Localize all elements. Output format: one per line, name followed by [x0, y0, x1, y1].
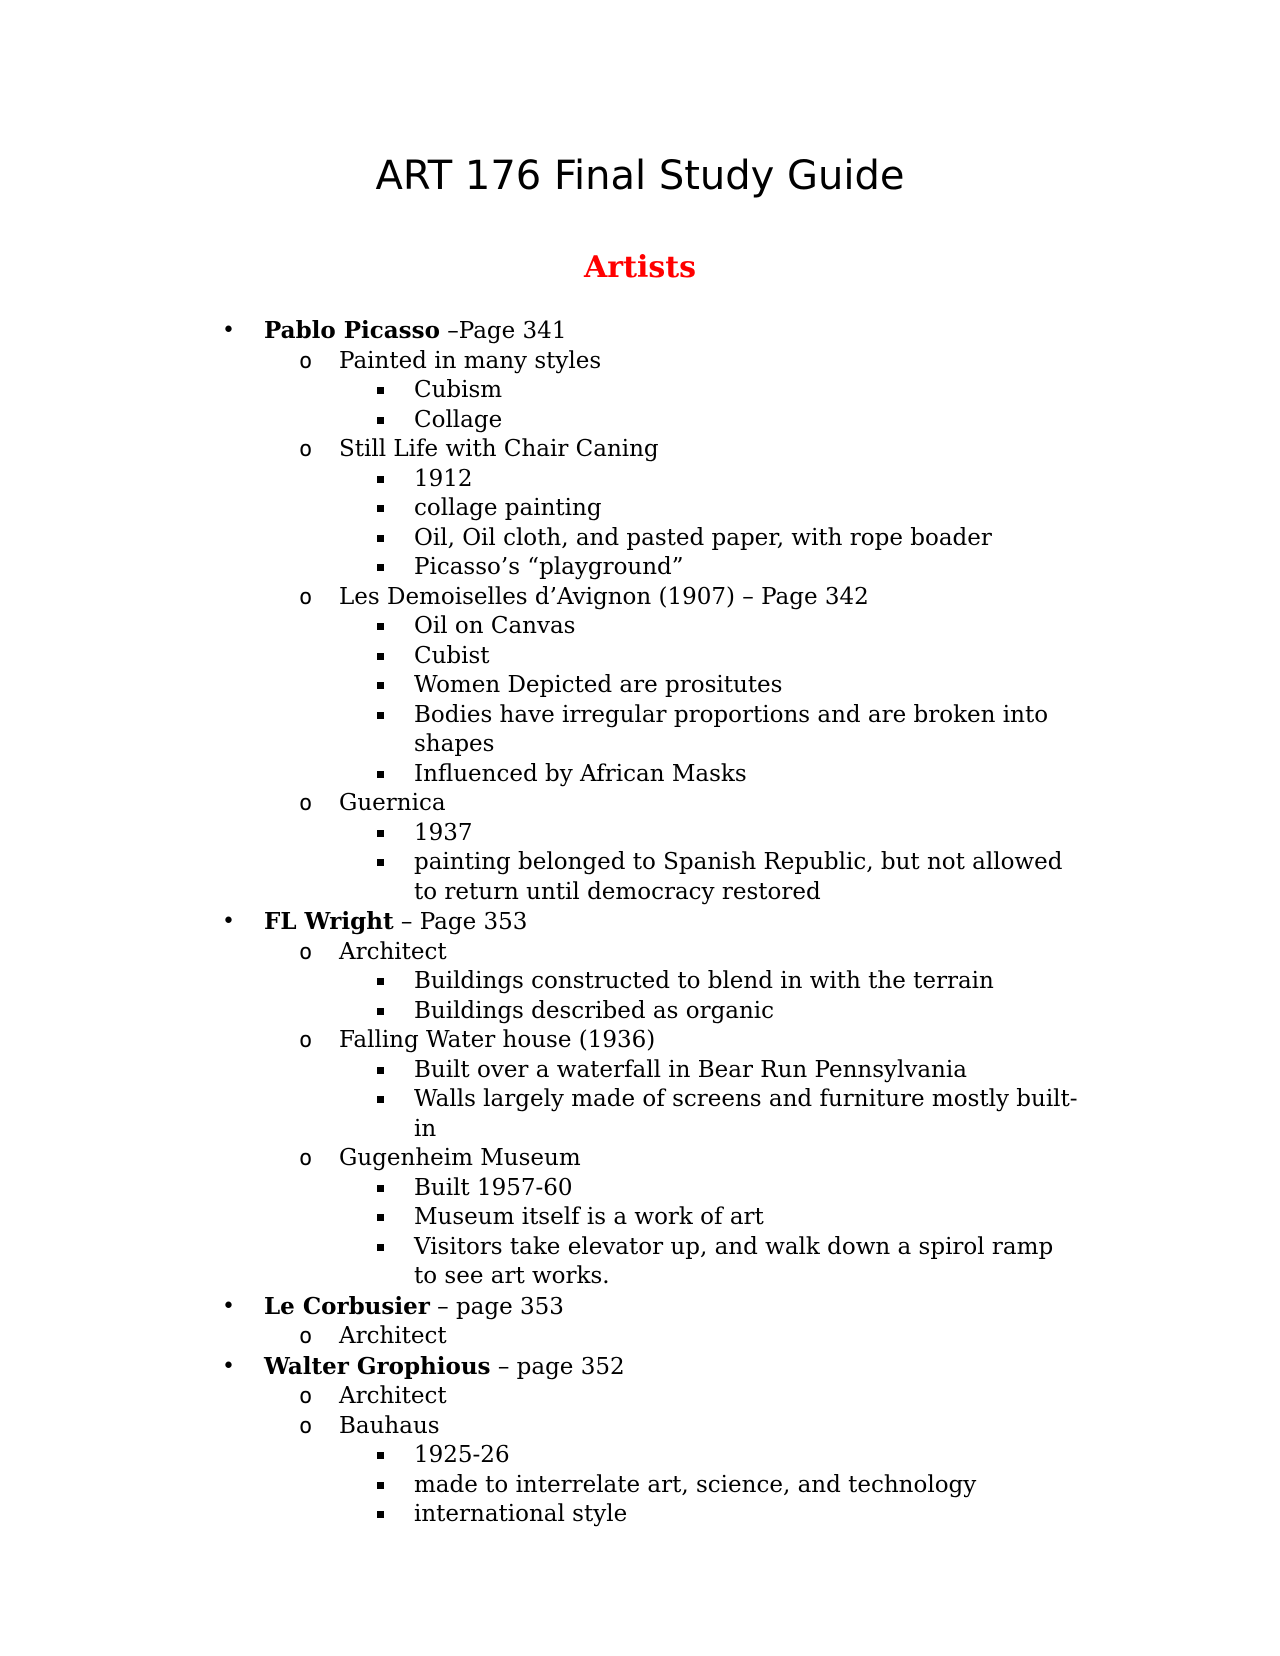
- bullet-square-icon: [377, 1244, 384, 1251]
- bullet-square-icon: [377, 1185, 384, 1192]
- bullet-circle-icon: o: [299, 1413, 313, 1439]
- artist-item: [0, 316, 1280, 347]
- detail-item: [0, 465, 1280, 495]
- detail-text: 1925-26: [414, 1442, 510, 1468]
- bullet-circle-icon: o: [299, 1324, 313, 1349]
- artist-name: FL Wright: [264, 908, 394, 935]
- detail-text: Walls largely made of screens and furniture mostly built-in: [414, 1086, 1078, 1142]
- detail-text: Built over a waterfall in Bear Run Pennsylvania: [414, 1056, 967, 1083]
- detail-text: painting belonged to Spanish Republic, but not allowed to return until democracy restored: [414, 849, 1063, 905]
- topic-item: [0, 1412, 1280, 1442]
- bullet-circle-icon: o: [299, 791, 313, 816]
- topic-item: [0, 789, 1280, 819]
- bullet-square-icon: [377, 830, 384, 837]
- artist-name: Walter Grophious: [264, 1352, 491, 1380]
- artist-item: [0, 1292, 1280, 1323]
- artist-name: Le Corbusier: [264, 1292, 430, 1320]
- bullet-circle-icon: o: [299, 1028, 313, 1053]
- detail-text: Women Depicted are prositutes: [414, 672, 783, 698]
- bullet-square-icon: [377, 476, 384, 483]
- topic-label: Architect: [339, 938, 447, 965]
- detail-text: Buildings described as organic: [414, 997, 775, 1024]
- bullet-circle-icon: o: [299, 348, 313, 374]
- topic-item: [0, 583, 1280, 613]
- artist-item: [0, 1352, 1280, 1383]
- bullet-square-icon: [377, 1008, 384, 1015]
- detail-text: Oil, Oil cloth, and pasted paper, with rope boader: [414, 524, 992, 551]
- bullet-square-icon: [377, 712, 384, 719]
- detail-text: 1912: [414, 465, 473, 492]
- topic-label: Gugenheim Museum: [339, 1145, 581, 1171]
- detail-item: [0, 1233, 1280, 1292]
- topic-item: [0, 938, 1280, 968]
- bullet-circle-icon: o: [299, 939, 313, 965]
- bullet-square-icon: [377, 623, 384, 630]
- detail-item: [0, 553, 1280, 583]
- topic-item: [0, 1026, 1280, 1056]
- topic-item: [0, 1382, 1280, 1412]
- detail-text: Collage: [414, 406, 503, 433]
- artist-page-reference: – page 352: [490, 1353, 625, 1380]
- detail-text: Picasso’s “playground”: [414, 554, 684, 580]
- detail-text: Visitors take elevator up, and walk down a spirol ramp to see art works.: [414, 1233, 1054, 1289]
- bullet-square-icon: [377, 387, 384, 394]
- topic-label: Falling Water house (1936): [339, 1027, 656, 1053]
- artist-item: [0, 907, 1280, 938]
- topic-item: [0, 1144, 1280, 1174]
- detail-item: [0, 1441, 1280, 1471]
- bullet-square-icon: [377, 771, 384, 778]
- topic-label: Architect: [339, 1383, 447, 1409]
- bullet-dot-icon: •: [222, 1353, 235, 1379]
- topic-item: [0, 1322, 1280, 1352]
- detail-text: Cubist: [414, 642, 490, 669]
- detail-item: [0, 1056, 1280, 1086]
- detail-text: 1937: [414, 819, 473, 846]
- detail-item: [0, 376, 1280, 406]
- topic-label: Architect: [339, 1323, 447, 1349]
- bullet-square-icon: [377, 978, 384, 985]
- detail-item: [0, 642, 1280, 672]
- section-heading-artists: Artists: [584, 250, 696, 285]
- detail-item: [0, 406, 1280, 436]
- detail-text: Influenced by African Masks: [414, 760, 747, 787]
- detail-item: [0, 524, 1280, 554]
- detail-text: Museum itself is a work of art: [414, 1204, 764, 1230]
- artist-name: Pablo Picasso: [264, 317, 440, 344]
- artist-page-reference: –Page 341: [439, 318, 567, 344]
- topic-label: Bauhaus: [339, 1412, 440, 1439]
- topic-label: Guernica: [339, 790, 446, 816]
- bullet-square-icon: [377, 1214, 384, 1221]
- detail-item: [0, 612, 1280, 642]
- bullet-square-icon: [377, 1482, 384, 1489]
- detail-item: [0, 494, 1280, 524]
- detail-text: Oil on Canvas: [414, 613, 576, 639]
- bullet-circle-icon: o: [299, 437, 313, 462]
- detail-text: Buildings constructed to blend in with the terrain: [414, 968, 994, 994]
- bullet-square-icon: [377, 682, 384, 689]
- detail-text: Built 1957-60: [414, 1174, 573, 1201]
- bullet-dot-icon: •: [222, 1293, 235, 1319]
- artist-page-reference: – Page 353: [393, 909, 528, 935]
- document-title: ART 176 Final Study Guide: [375, 153, 905, 199]
- bullet-square-icon: [377, 535, 384, 542]
- bullet-square-icon: [377, 1452, 384, 1459]
- topic-item: [0, 347, 1280, 377]
- detail-item: [0, 997, 1280, 1027]
- detail-item: [0, 760, 1280, 790]
- artist-page-reference: – page 353: [429, 1293, 564, 1320]
- bullet-dot-icon: •: [222, 909, 235, 934]
- topic-item: [0, 435, 1280, 465]
- bullet-dot-icon: •: [222, 318, 235, 343]
- detail-item: [0, 701, 1280, 760]
- topic-label: Les Demoiselles d’Avignon (1907) – Page 342: [339, 583, 869, 610]
- detail-text: collage painting: [414, 495, 602, 521]
- detail-item: [0, 967, 1280, 997]
- bullet-circle-icon: o: [299, 584, 313, 610]
- detail-text: Cubism: [414, 377, 503, 403]
- topic-label: Painted in many styles: [339, 347, 602, 374]
- detail-item: [0, 1500, 1280, 1530]
- detail-text: international style: [414, 1501, 628, 1527]
- bullet-square-icon: [377, 505, 384, 512]
- artists-outline: [0, 316, 1280, 1530]
- bullet-square-icon: [377, 564, 384, 571]
- detail-item: [0, 819, 1280, 849]
- detail-item: [0, 1085, 1280, 1144]
- detail-item: [0, 848, 1280, 907]
- bullet-square-icon: [377, 1067, 384, 1074]
- bullet-square-icon: [377, 859, 384, 866]
- bullet-square-icon: [377, 417, 384, 424]
- topic-label: Still Life with Chair Caning: [339, 436, 659, 462]
- detail-item: [0, 1174, 1280, 1204]
- bullet-square-icon: [377, 1096, 384, 1103]
- detail-text: Bodies have irregular proportions and are broken into shapes: [414, 701, 1049, 757]
- detail-item: [0, 1203, 1280, 1233]
- detail-text: made to interrelate art, science, and technology: [414, 1471, 977, 1498]
- bullet-square-icon: [377, 1511, 384, 1518]
- detail-item: [0, 1471, 1280, 1501]
- bullet-circle-icon: o: [299, 1146, 313, 1171]
- bullet-square-icon: [377, 653, 384, 660]
- detail-item: [0, 671, 1280, 701]
- bullet-circle-icon: o: [299, 1384, 313, 1409]
